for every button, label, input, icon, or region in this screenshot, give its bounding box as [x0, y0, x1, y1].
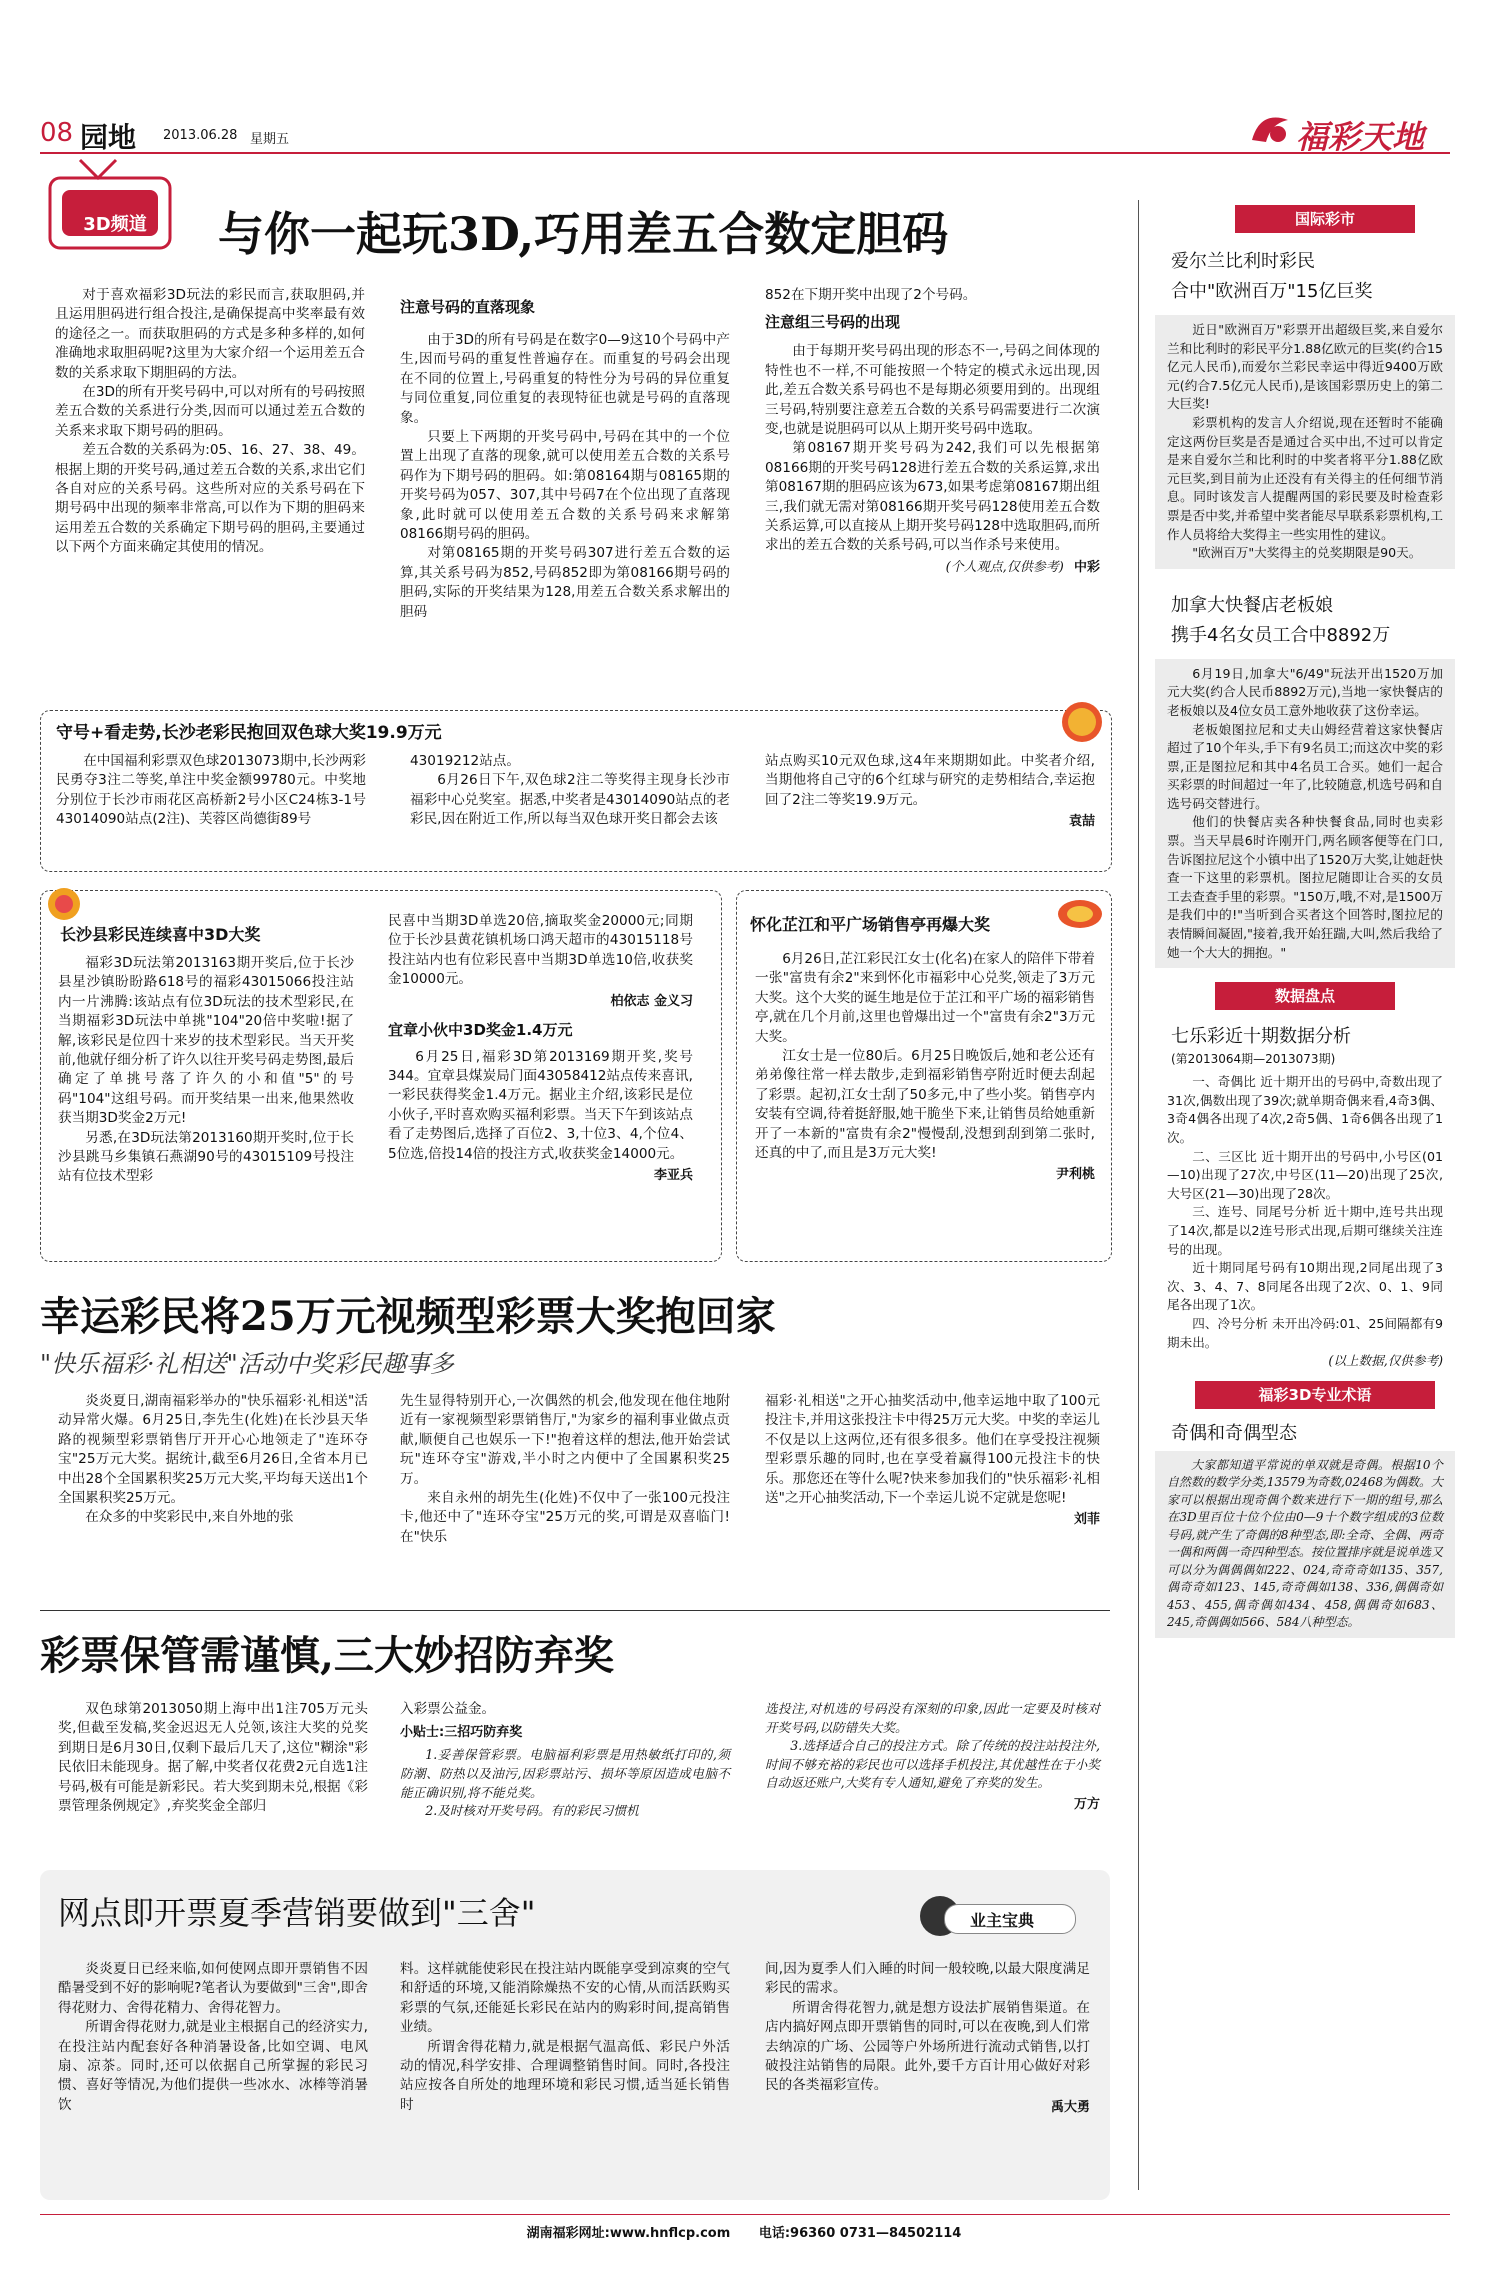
brand-name: 福彩天地 — [1296, 118, 1425, 156]
story-headline: 幸运彩民将25万元视频型彩票大奖抱回家 — [40, 1293, 776, 1340]
paragraph: 老板娘图拉尼和丈夫山姆经营着这家快餐店超过了10个年头,手下有9名员工;而这次中奖的彩票,正是图拉尼和其中4名员工合买。她们一起合买彩票的时间超过一年了,比较随意,机选号码和自选号码交替进行。 — [1167, 721, 1443, 811]
box1-column-3 — [765, 752, 1095, 829]
paragraph: 近日"欧洲百万"彩票开出超级巨奖,来自爱尔兰和比利时的彩民平分1.88亿欧元的巨奖(约合15亿元人民币),而爱尔兰彩民幸运中得近9400万欧元(约合7.5亿元人民币),是该国彩票历史上的第二大巨奖! — [1167, 322, 1443, 412]
issue-weekday: 星期五 — [250, 132, 290, 147]
paragraph: 差五合数的关系码为:05、16、27、38、49。根据上期的开奖号码,通过差五合数的关系,求出它们各自对应的关系号码。这些所对应的关系号码在下期号码中出现的频率非常高,可以作为下期的胆码来运用差五合数的关系确定下期号码的胆码,主要通过以下两个方面来确定其使用的情况。 — [55, 442, 365, 556]
story3-column-3 — [765, 1700, 1100, 1812]
paragraph: 民喜中当期3D单选20倍,摘取奖金20000元;同期位于长沙县黄花镇机场口鸿天超市的43015118号投注站内也有位彩民喜中当期3D单选10倍,收获奖金10000元。 — [388, 913, 693, 988]
story4-column-2 — [400, 1960, 730, 2115]
byline: 万方 — [1073, 1796, 1100, 1812]
author-line — [765, 556, 1100, 575]
byline: 袁喆 — [1068, 814, 1095, 830]
paragraph: 另悉,在3D玩法第2013160期开奖时,位于长沙县跳马乡集镇石燕湖90号的43015109号投注站有位技术型彩 — [58, 1129, 354, 1185]
box2-column-2 — [388, 912, 693, 1183]
paragraph: 所谓舍得花精力,就是根据气温高低、彩民户外活动的情况,科学安排、合理调整销售时间。同时,各投注站应按各自所处的地理环境和彩民习惯,适当延长销售时 — [400, 2038, 730, 2113]
3d-badge-icon — [44, 884, 84, 924]
story-headline: 网点即开票夏季营销要做到"三舍" — [58, 1894, 536, 1932]
page-header — [0, 0, 1488, 160]
paragraph: "欧洲百万"大奖得主的兑奖期限是90天。 — [1192, 545, 1422, 561]
subheading: 宜章小伙中3D奖金1.4万元 — [388, 1020, 573, 1039]
box-title: 长沙县彩民连续喜中3D大奖 — [60, 925, 261, 944]
footer-phone: 电话:96360 0731—84502114 — [758, 2226, 962, 2241]
footer — [0, 2222, 1488, 2241]
story2-column-1 — [58, 1392, 368, 1528]
story2-column-2 — [400, 1392, 730, 1547]
paragraph: 由于每期开奖号码出现的形态不一,号码之间体现的特性也不一样,不可能按照一个特定的模式永远出现,因此,差五合数关系号码也不是每期必须要用到的。出现组三号码,特别要注意差五合数的关系号码需要进行二次演变,也就是说胆码可以从上期开奖号码中选取。 — [765, 343, 1100, 438]
lead-headline: 与你一起玩3D,巧用差五合数定胆码 — [218, 207, 949, 261]
paragraph: 福彩3D玩法第2013163期开奖后,位于长沙县星沙镇盼盼路618号的福彩43015066投注站内一片沸腾:该站点有位3D玩法的技术型彩民,在当期福彩3D玩法中单挑"104"20倍中奖啦!据了解,该彩民是位四十来岁的技术型彩民。当天开奖前,他就仔细分析了许久以往开奖号码走势图,最后确定了单挑号落了许久的小和值"5"的号码"104"这组号码。而开奖结果一出来,他果然收获当期3D奖金2万元! — [58, 955, 354, 1127]
paragraph: 在中国福利彩票双色球2013073期中,长沙两彩民勇夺3注二等奖,单注中奖金额99780元。中奖地分别位于长沙市雨花区高桥新2号小区C24栋3-1号43014090站点(2注)、芙蓉区尚德街89号 — [56, 753, 366, 828]
paragraph: 炎炎夏日已经来临,如何使网点即开票销售不因酷暑受到不好的影响呢?笔者认为要做到"三舍",即舍得花财力、舍得花精力、舍得花智力。 — [58, 1961, 368, 2016]
paragraph: 来自永州的胡先生(化姓)不仅中了一张100元投注卡,他还中了"连环夺宝"25万元的奖,可谓是双喜临门!在"快乐 — [400, 1490, 730, 1545]
byline: 刘菲 — [1073, 1512, 1100, 1528]
box-title: 守号+看走势,长沙老彩民抱回双色球大奖19.9万元 — [56, 723, 442, 743]
paragraph: 在众多的中奖彩民中,来自外地的张 — [85, 1509, 294, 1526]
story-headline: 彩票保管需谨慎,三大妙招防弃奖 — [40, 1632, 614, 1679]
paragraph: 对第08165期的开奖号码307进行差五合数的运算,其关系号码为852,号码852即为第08166期号码的胆码,实际的开奖结果为128,用差五合数关系求解出的胆码 — [400, 545, 730, 620]
lead-column-3 — [765, 286, 1100, 575]
disclaimer: (个人观点,仅供参考) — [945, 559, 1064, 575]
sidebar-tag: 数据盘点 — [1215, 982, 1395, 1010]
paragraph: 6月19日,加拿大"6/49"玩法开出1520万加元大奖(约合人民币8892万元),当地一家快餐店的老板娘以及4位女员工意外地收获了这份幸运。 — [1167, 665, 1443, 718]
sidebar-headline: 爱尔兰比利时彩民 — [1171, 251, 1315, 272]
disclaimer: (以上数据,仅供参考) — [1328, 1353, 1443, 1369]
badge-label: 业主宝典 — [970, 1911, 1035, 1930]
sidebar-headline: 七乐彩近十期数据分析 — [1171, 1026, 1351, 1048]
story-subheadline: "快乐福彩·礼相送"活动中奖彩民趣事多 — [40, 1350, 454, 1378]
paragraph: 对于喜欢福彩3D玩法的彩民而言,获取胆码,并且运用胆码进行组合投注,是确保提高中奖率最有效的途径之一。而获取胆码的方式是多种多样的,如何准确地求取胆码呢?这里为大家介绍一个运用差五合数的关系求取下期胆码的方法。 — [55, 287, 365, 381]
paragraph: 三、连号、同尾号分析 近十期中,连号共出现了14次,都是以2连号形式出现,后期可继续关注连号的出现。 — [1167, 1204, 1443, 1257]
sidebar-subtitle: (第2013064期—2013073期) — [1171, 1052, 1336, 1067]
paragraph: 大家都知道平常说的单双就是奇偶。根据10个自然数的数学分类,13579为奇数,02468为偶数。大家可以根据出现奇偶个数来进行下一期的组号,那么在3D里百位十位个位由0—9十个数字组成的3位数号码,就产生了奇偶的8种型态,即:全奇、全偶、两奇一偶和两偶一奇四种型态。按位置排序就是说单选又可以分为偶偶偶如222、024,奇奇奇如135、357,偶奇奇如123、145,奇奇偶如138、336,偶偶奇如453、455,偶奇偶如434、458,偶偶奇如683、245,奇偶偶如566、584八种型态。 — [1167, 1457, 1444, 1630]
tip: 2.及时核对开奖号码。有的彩民习惯机 — [425, 1803, 639, 1819]
byline: 禹大勇 — [1050, 2099, 1090, 2115]
section-name: 园地 — [80, 121, 137, 154]
paragraph: 江女士是一位80后。6月25日晚饭后,她和老公还有弟弟像往常一样去散步,走到福彩销售亭附近时便去刮起了彩票。起初,江女士刮了50多元,中了些小奖。销售亭内安装有空调,待着挺舒服,她干脆坐下来,让销售员给她重新开了一本新的"富贵有余2"慢慢刮,没想到刮到第二张时,还真的中了,而且是3万元大奖! — [755, 1048, 1095, 1162]
sidebar-article — [1155, 659, 1455, 969]
tip: 1.妥善保管彩票。电脑福利彩票是用热敏纸打印的,须防潮、防热以及油污,因彩票站污、损坏等原因造成电脑不能正确识别,将不能兑奖。 — [400, 1747, 730, 1800]
box1-column-2 — [410, 752, 730, 830]
paragraph: 43019212站点。 — [410, 753, 520, 769]
paragraph: 先生显得特别开心,一次偶然的机会,他发现在他住地附近有一家视频型彩票销售厅,"为家乡的福利事业做点贡献,顺便自己也娱乐一下!"抱着这样的想法,他开始尝试玩"连环夺宝"游戏,半小时之内便中了全国累积奖25万。 — [400, 1393, 730, 1487]
paragraph: 四、冷号分析 未开出冷码:01、25间隔都有9期未出。 — [1167, 1315, 1443, 1350]
channel-tag: 3D频道 — [83, 214, 147, 235]
seal-icon — [1060, 700, 1104, 744]
paragraph: 6月26日,芷江彩民江女士(化名)在家人的陪伴下带着一张"富贵有余2"来到怀化市福彩中心兑奖,领走了3万元大奖。这个大奖的诞生地是位于芷江和平广场的福彩销售亭,就在几个月前,这里也曾爆出过一个"富贵有余2"3万元大奖。 — [755, 951, 1095, 1045]
footer-rule — [40, 2214, 1450, 2215]
paragraph: 近十期同尾号码有10期出现,2同尾出现了3次、3、4、7、8同尾各出现了2次、0、1、9同尾各出现了1次。 — [1167, 1260, 1443, 1313]
sidebar-divider — [1138, 200, 1139, 2190]
byline: 李亚兵 — [653, 1168, 693, 1184]
byline: 中彩 — [1073, 559, 1100, 575]
sidebar-headline: 携手4名女员工合中8892万 — [1171, 624, 1391, 646]
paragraph: 站点购买10元双色球,这4年来期期如此。中奖者介绍,当期他将自己守的6个红球与研究的走势相结合,幸运抱回了2注二等奖19.9万元。 — [765, 753, 1095, 808]
tv-frame-icon — [40, 156, 190, 256]
story2-column-3 — [765, 1392, 1100, 1527]
sidebar-article — [1155, 1451, 1455, 1638]
sidebar-tag: 国际彩市 — [1235, 205, 1415, 233]
paragraph: 第08167期开奖号码为242,我们可以先根据第08166期的开奖号码128进行差五合数的关系运算,求出第08167期的胆码应该为673,如果考虑第08167期出组三,我们就无需对第08166期开奖号码128使用差五合数关系运算,可以直接从上期开奖号码128中选取胆码,而所求出的差五合数的关系号码,可以当作杀号来使用。 — [765, 440, 1100, 554]
paragraph: 福彩·礼相送"之开心抽奖活动中,他幸运地中取了100元投注卡,并用这张投注卡中得25万元大奖。中奖的幸运儿不仅是以上这两位,还有很多很多。他们在享受投注视频型彩票乐趣的同时,也在享受着赢得100元投注卡的快乐。那您还在等什么呢?快来参加我们的"快乐福彩·礼相送"之开心抽奖活动,下一个幸运儿说不定就是您呢! — [765, 1393, 1100, 1507]
divider — [40, 1610, 1110, 1611]
paragraph: 852在下期开奖中出现了2个号码。 — [765, 287, 977, 303]
box-title: 怀化芷江和平广场销售亭再爆大奖 — [750, 915, 991, 934]
paragraph: 入彩票公益金。 — [400, 1701, 496, 1717]
paragraph: 在3D的所有开奖号码中,可以对所有的号码按照差五合数的关系进行分类,因而可以通过差五合数的关系来求取下期号码的胆码。 — [55, 384, 365, 439]
paragraph: 炎炎夏日,湖南福彩举办的"快乐福彩·礼相送"活动异常火爆。6月25日,李先生(化姓)在长沙县天华路的视频型彩票销售厅开开心心地领走了"连环夺宝"25万元大奖。据统计,截至6月26日,全省本月已中出28个全国累积奖25万元大奖,平均每天送出1个全国累积奖25万元。 — [58, 1393, 368, 1507]
paragraph: 二、三区比 近十期开出的号码中,小号区(01—10)出现了27次,中号区(11—20)出现了25次,大号区(21—30)出现了28次。 — [1167, 1148, 1443, 1201]
tip: 3.选择适合自己的投注方式。除了传统的投注站投注外,时间不够充裕的彩民也可以选择手机投注,其优越性在于小奖自动返还账户,大奖有专人通知,避免了弃奖的发生。 — [765, 1738, 1100, 1791]
sidebar-headline: 奇偶和奇偶型态 — [1171, 1422, 1297, 1444]
paragraph: 双色球第2013050期上海中出1注705万元头奖,但截至发稿,奖金迟迟无人兑领,该注大奖的兑奖到期日是6月30日,仅剩下最后几天了,这位"糊涂"彩民依旧未能现身。据了解,中奖者仅花费2元自选1注号码,极有可能是新彩民。若大奖到期未兑,根据《彩票管理条例规定》,弃奖奖金全部归 — [58, 1701, 368, 1815]
byline: 尹利桃 — [1055, 1167, 1095, 1183]
paragraph: 间,因为夏季人们入睡的时间一般较晚,以最大限度满足彩民的需求。 — [765, 1961, 1090, 1997]
box2-column-1 — [58, 954, 354, 1187]
paragraph: 料。这样就能使彩民在投注站内既能享受到凉爽的空气和舒适的环境,又能消除燥热不安的心情,从而活跃购买彩票的气氛,还能延长彩民在站内的购彩时间,提高销售业绩。 — [400, 1961, 730, 2036]
page-number: 08 — [40, 118, 74, 148]
subheading: 注意组三号码的出现 — [765, 313, 901, 332]
tip-title: 小贴士:三招巧防弃奖 — [400, 1725, 523, 1741]
subheading: 注意号码的直落现象 — [400, 298, 536, 316]
paragraph: 只要上下两期的开奖号码中,号码在其中的一个位置上出现了直落的现象,就可以使用差五合数的关系号码作为下期号码的胆码。如:第08164期与08165期的开奖号码为057、307,其中号码7在个位出现了直落现象,此时就可以使用差五合数的关系号码来求解第08166期号码的胆码。 — [400, 429, 730, 543]
paragraph: 一、奇偶比 近十期开出的号码中,奇数出现了31次,偶数出现了39次;就单期奇偶来看,4奇3偶、3奇4偶各出现了4次,2奇5偶、1奇6偶各出现了1次。 — [1167, 1074, 1443, 1145]
box3-body — [755, 950, 1095, 1182]
sidebar — [1155, 205, 1455, 1638]
tip: 选投注,对机选的号码没有深刻的印象,因此一定要及时核对开奖号码,以防错失大奖。 — [765, 1701, 1100, 1735]
paragraph: 所谓舍得花财力,就是业主根据自己的经济实力,在投注站内配套好各种消暑设备,比如空调、电风扇、凉茶。同时,还可以依据自己所掌握的彩民习惯、喜好等情况,为他们提供一些冰水、冰棒等消暑饮 — [58, 2019, 368, 2113]
lottery-badge-icon — [1056, 896, 1104, 932]
paragraph: 6月26日下午,双色球2注二等奖得主现身长沙市福彩中心兑奖室。据悉,中奖者是43014090站点的老彩民,因在附近工作,所以每当双色球开奖日都会去该 — [410, 772, 730, 828]
paragraph: 他们的快餐店卖各种快餐食品,同时也卖彩票。当天早晨6时许刚开门,两名顾客便等在门口,告诉图拉尼这个小镇中出了1520万大奖,让她赶快查一下这里的彩票机。图拉尼随即让合买的女员工去查查手里的彩票。"150万,哦,不对,是1500万是我们中的!"当听到合买者这个回答时,图拉尼的表情瞬间凝固,"接着,我开始狂踹,大叫,然后我给了她一个大大的拥抱。" — [1167, 814, 1443, 960]
sidebar-article — [1155, 315, 1455, 569]
sidebar-headline: 合中"欧洲百万"15亿巨奖 — [1171, 281, 1373, 302]
sidebar-article — [1155, 1073, 1455, 1371]
issue-date: 2013.06.28 — [163, 128, 238, 143]
story4-column-3 — [765, 1960, 1090, 2115]
story4-column-1 — [58, 1960, 368, 2115]
sidebar-tag: 福彩3D专业术语 — [1195, 1381, 1435, 1409]
footer-website: 湖南福彩网址:www.hnflcp.com — [526, 2226, 731, 2241]
owner-guide-badge — [920, 1896, 1080, 1940]
paragraph: 6月25日,福彩3D第2013169期开奖,奖号344。宜章县煤炭局门面43058412站点传来喜讯,一彩民获得奖金1.4万元。据业主介绍,该彩民是位小伙子,平时喜欢购买福利彩票。当天下午到该站点看了走势图后,选择了百位2、3,十位3、4,个位4、5位选,倍投14倍的投注方式,收获奖金14000元。 — [388, 1048, 693, 1162]
lead-column-2 — [400, 296, 730, 622]
paragraph: 所谓舍得花智力,就是想方设法扩展销售渠道。在店内搞好网点即开票销售的同时,可以在夜晚,到人们常去纳凉的广场、公园等户外场所进行流动式销售,以打破投注站销售的局限。此外,要千方百计用心做好对彩民的各类福彩宣传。 — [765, 1999, 1090, 2094]
brand-logo-icon — [1248, 110, 1292, 150]
paragraph: 由于3D的所有号码是在数字0—9这10个号码中产生,因而号码的重复性普遍存在。而重复的号码会出现在不同的位置上,号码重复的特性分为号码的异位重复与同位重复,同位重复的表现特征也就是号码的直落现象。 — [400, 332, 730, 426]
lead-column-1 — [55, 286, 365, 558]
byline: 柏依志 金义习 — [610, 993, 693, 1009]
sidebar-headline: 加拿大快餐店老板娘 — [1171, 594, 1333, 616]
story3-column-2 — [400, 1700, 730, 1821]
paragraph: 彩票机构的发言人介绍说,现在还暂时不能确定这两份巨奖是否是通过合买中出,不过可以肯定是来自爱尔兰和比利时的中奖者将平分1.88亿欧元巨奖,到目前为止还没有有关得主的任何细节消息。同时该发言人提醒两国的彩民要及时检查彩票是否中奖,并希望中奖者能尽早联系彩票机构,工作人员将给大奖得主一些实用性的建议。 — [1167, 414, 1443, 542]
